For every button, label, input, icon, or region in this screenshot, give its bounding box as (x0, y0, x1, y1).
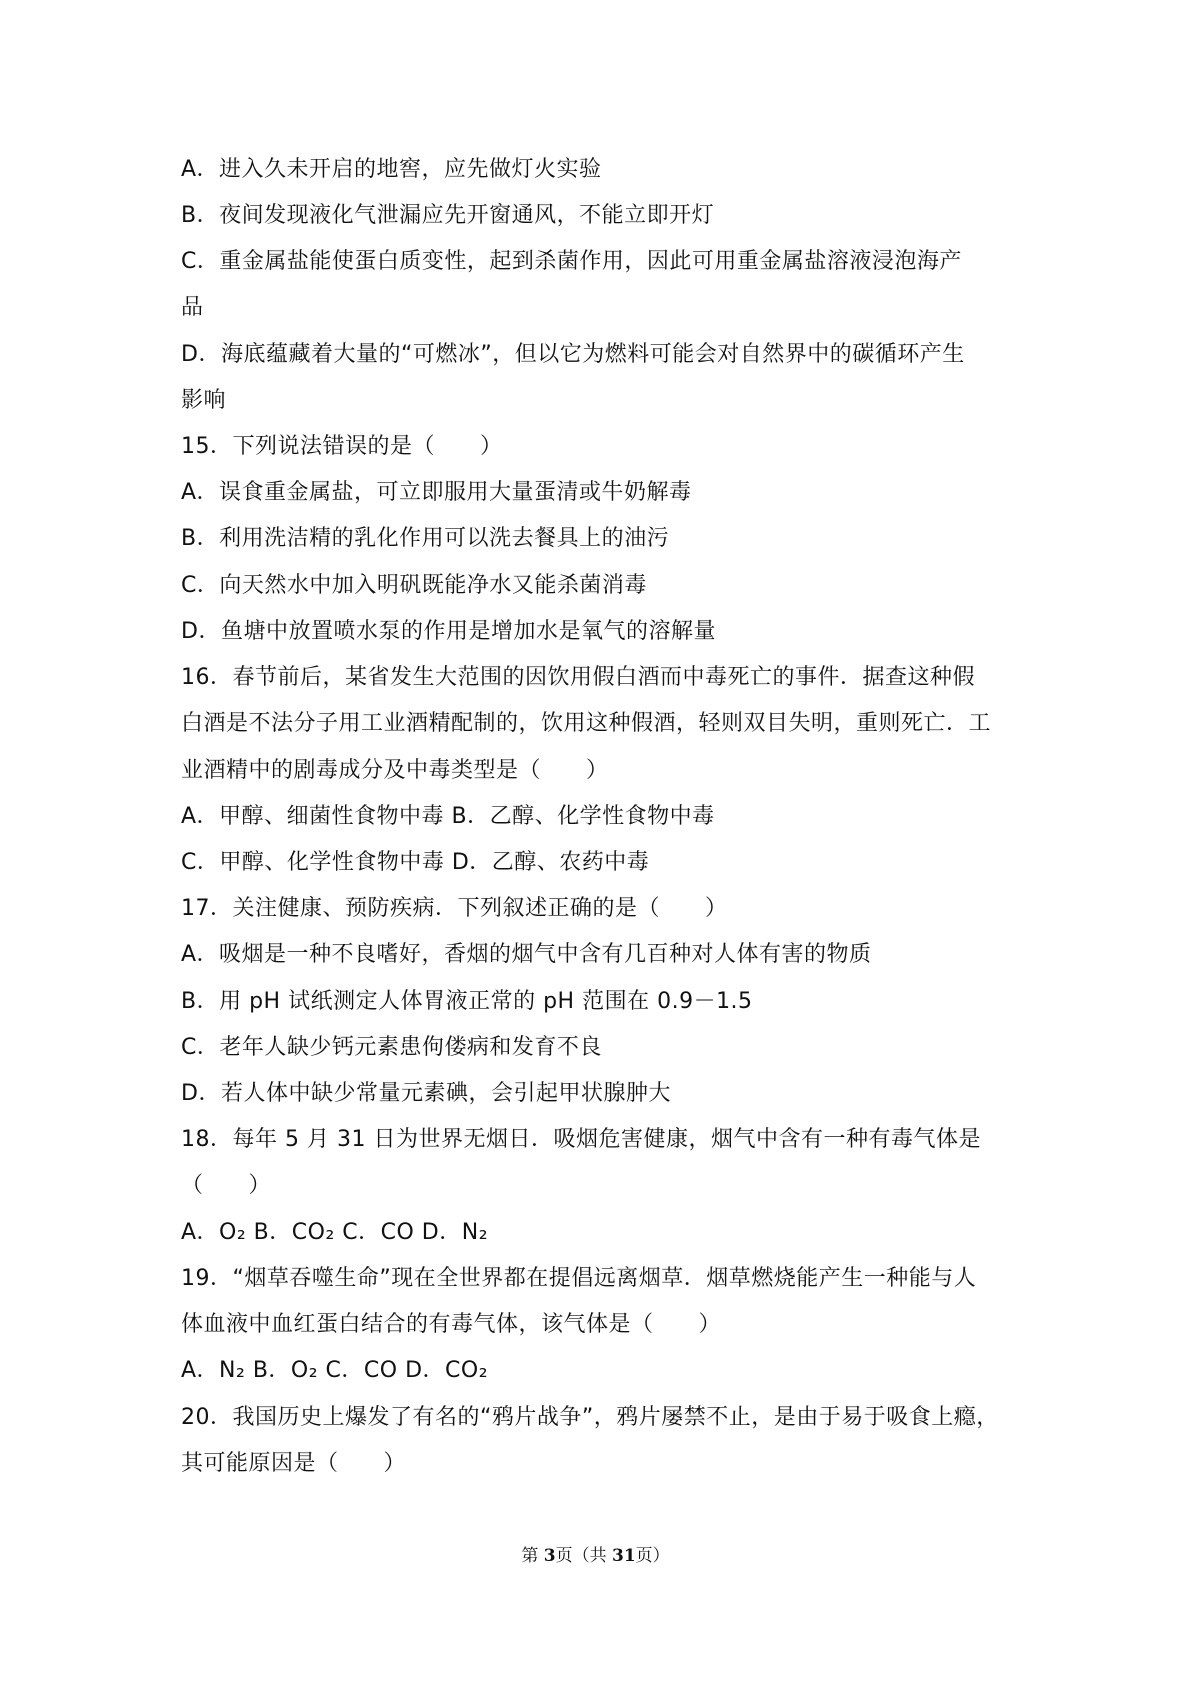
option-14d-line1: D．海底蕴藏着大量的“可燃冰”，但以它为燃料可能会对自然界中的碳循环产生 (181, 342, 965, 367)
question-15: 15．下列说法错误的是（ ） (181, 434, 503, 459)
option-15b: B．利用洗洁精的乳化作用可以洗去餐具上的油污 (181, 526, 670, 551)
question-19-line2: 体血液中血红蛋白结合的有毒气体，该气体是（ ） (181, 1312, 722, 1337)
question-18-line2: （ ） (181, 1173, 272, 1198)
footer-prefix: 第 (521, 1546, 544, 1566)
option-14a: A．进入久未开启的地窖，应先做灯火实验 (181, 157, 602, 182)
question-17: 17．关注健康、预防疾病．下列叙述正确的是（ ） (181, 896, 728, 921)
option-15a: A．误食重金属盐，可立即服用大量蛋清或牛奶解毒 (181, 480, 692, 505)
options-19: A．N₂ B．O₂ C．CO D．CO₂ (181, 1358, 489, 1383)
question-19-line1: 19．“烟草吞噬生命”现在全世界都在提倡远离烟草．烟草燃烧能产生一种能与人 (181, 1266, 977, 1291)
option-17c: C．老年人缺少钙元素患佝偻病和发育不良 (181, 1035, 602, 1060)
footer-middle: 页（共 (555, 1546, 612, 1566)
options-16cd: C．甲醇、化学性食物中毒 D．乙醇、农药中毒 (181, 850, 650, 875)
question-18-line1: 18．每年 5 月 31 日为世界无烟日．吸烟危害健康，烟气中含有一种有毒气体是 (181, 1127, 981, 1152)
option-17b: B．用 pH 试纸测定人体胃液正常的 pH 范围在 0.9－1.5 (181, 989, 753, 1014)
footer-suffix: 页） (635, 1546, 670, 1566)
question-20-line1: 20．我国历史上爆发了有名的“鸦片战争”，鸦片屡禁不止，是由于易于吸食上瘾， (181, 1405, 999, 1430)
option-14c-line2: 品 (181, 295, 204, 320)
options-18: A．O₂ B．CO₂ C．CO D．N₂ (181, 1220, 489, 1245)
option-14b: B．夜间发现液化气泄漏应先开窗通风，不能立即开灯 (181, 203, 715, 228)
question-16-line3: 业酒精中的剧毒成分及中毒类型是（ ） (181, 758, 609, 783)
option-17d: D．若人体中缺少常量元素碘，会引起甲状腺肿大 (181, 1081, 671, 1106)
question-16-line1: 16．春节前后，某省发生大范围的因饮用假白酒而中毒死亡的事件．据查这种假 (181, 665, 975, 690)
option-17a: A．吸烟是一种不良嗜好，香烟的烟气中含有几百种对人体有害的物质 (181, 942, 872, 967)
question-16-line2: 白酒是不法分子用工业酒精配制的，饮用这种假酒，轻则双目失明，重则死亡．工 (181, 711, 992, 736)
option-15d: D．鱼塘中放置喷水泵的作用是增加水是氧气的溶解量 (181, 619, 716, 644)
footer-page-number: 3 (543, 1546, 556, 1566)
option-14d-line2: 影响 (181, 388, 227, 413)
page-footer (0, 1544, 1191, 1568)
options-16ab: A．甲醇、细菌性食物中毒 B．乙醇、化学性食物中毒 (181, 804, 715, 829)
option-14c-line1: C．重金属盐能使蛋白质变性，起到杀菌作用，因此可用重金属盐溶液浸泡海产 (181, 249, 962, 274)
question-20-line2: 其可能原因是（ ） (181, 1451, 407, 1476)
option-15c: C．向天然水中加入明矾既能净水又能杀菌消毒 (181, 573, 647, 598)
footer-total-pages: 31 (611, 1546, 636, 1566)
